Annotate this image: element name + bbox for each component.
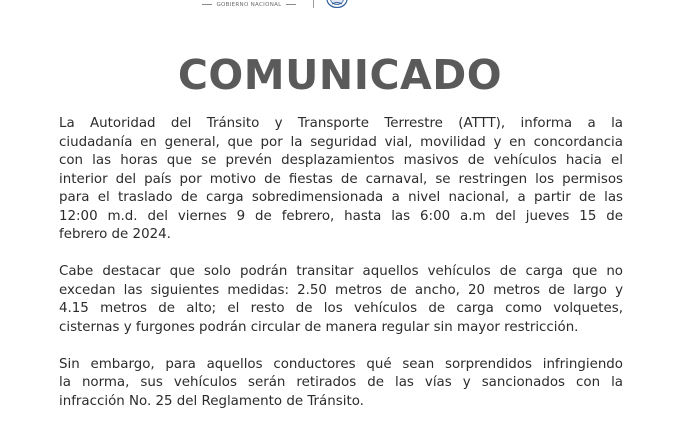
paragraph-line: la norma, sus vehículos serán retirados de las vías y sancionados con la [59, 375, 623, 390]
paragraph-line: Sin embargo, para aquellos conductores qué sean sorprendidos infringiendo [59, 356, 623, 372]
page-title: COMUNICADO [177, 51, 503, 99]
divider-line-right [286, 4, 296, 5]
paragraph-3 [59, 356, 623, 412]
divider-line-left [202, 4, 212, 5]
communique-body [59, 115, 623, 430]
paragraph-line: La Autoridad del Tránsito y Transporte Terrestre (ATTT), informa a la [59, 116, 623, 131]
government-label-text: GOBIERNO NACIONAL [216, 1, 282, 8]
paragraph-line: para el traslado de carga sobredimensionada a nivel nacional, a partir de las [59, 190, 623, 205]
paragraph-line: interior del país por motivo de fiestas de carnaval, se restringen los permisos [59, 171, 623, 187]
paragraph-2 [59, 263, 623, 337]
paragraph-line: con las horas que se prevén desplazamientos masivos de vehículos hacia el [59, 153, 623, 168]
paragraph-line: 12:00 m.d. del viernes 9 de febrero, hasta las 6:00 a.m del jueves 15 de [59, 208, 623, 224]
paragraph-line: excedan las siguientes medidas: 2.50 metros de ancho, 20 metros de largo y [59, 282, 623, 298]
paragraph-1 [59, 115, 623, 245]
paragraph-line: febrero de 2024. [59, 227, 171, 242]
paragraph-line: infracción No. 25 del Reglamento de Tránsito. [59, 393, 364, 409]
government-label [197, 0, 301, 9]
paragraph-line: cisternas y furgones podrán circular de manera regular sin mayor restricción. [59, 319, 579, 335]
header-vertical-divider [313, 0, 314, 8]
header-bar [0, 0, 680, 14]
paragraph-line: Cabe destacar que solo podrán transitar aquellos vehículos de carga que no [59, 264, 623, 279]
national-seal-icon [326, 0, 348, 8]
paragraph-line: 4.15 metros de alto; el resto de los vehículos de carga como volquetes, [59, 301, 623, 316]
paragraph-line: ciudadanía en general, que por la seguridad vial, movilidad y en concordancia [59, 134, 623, 150]
